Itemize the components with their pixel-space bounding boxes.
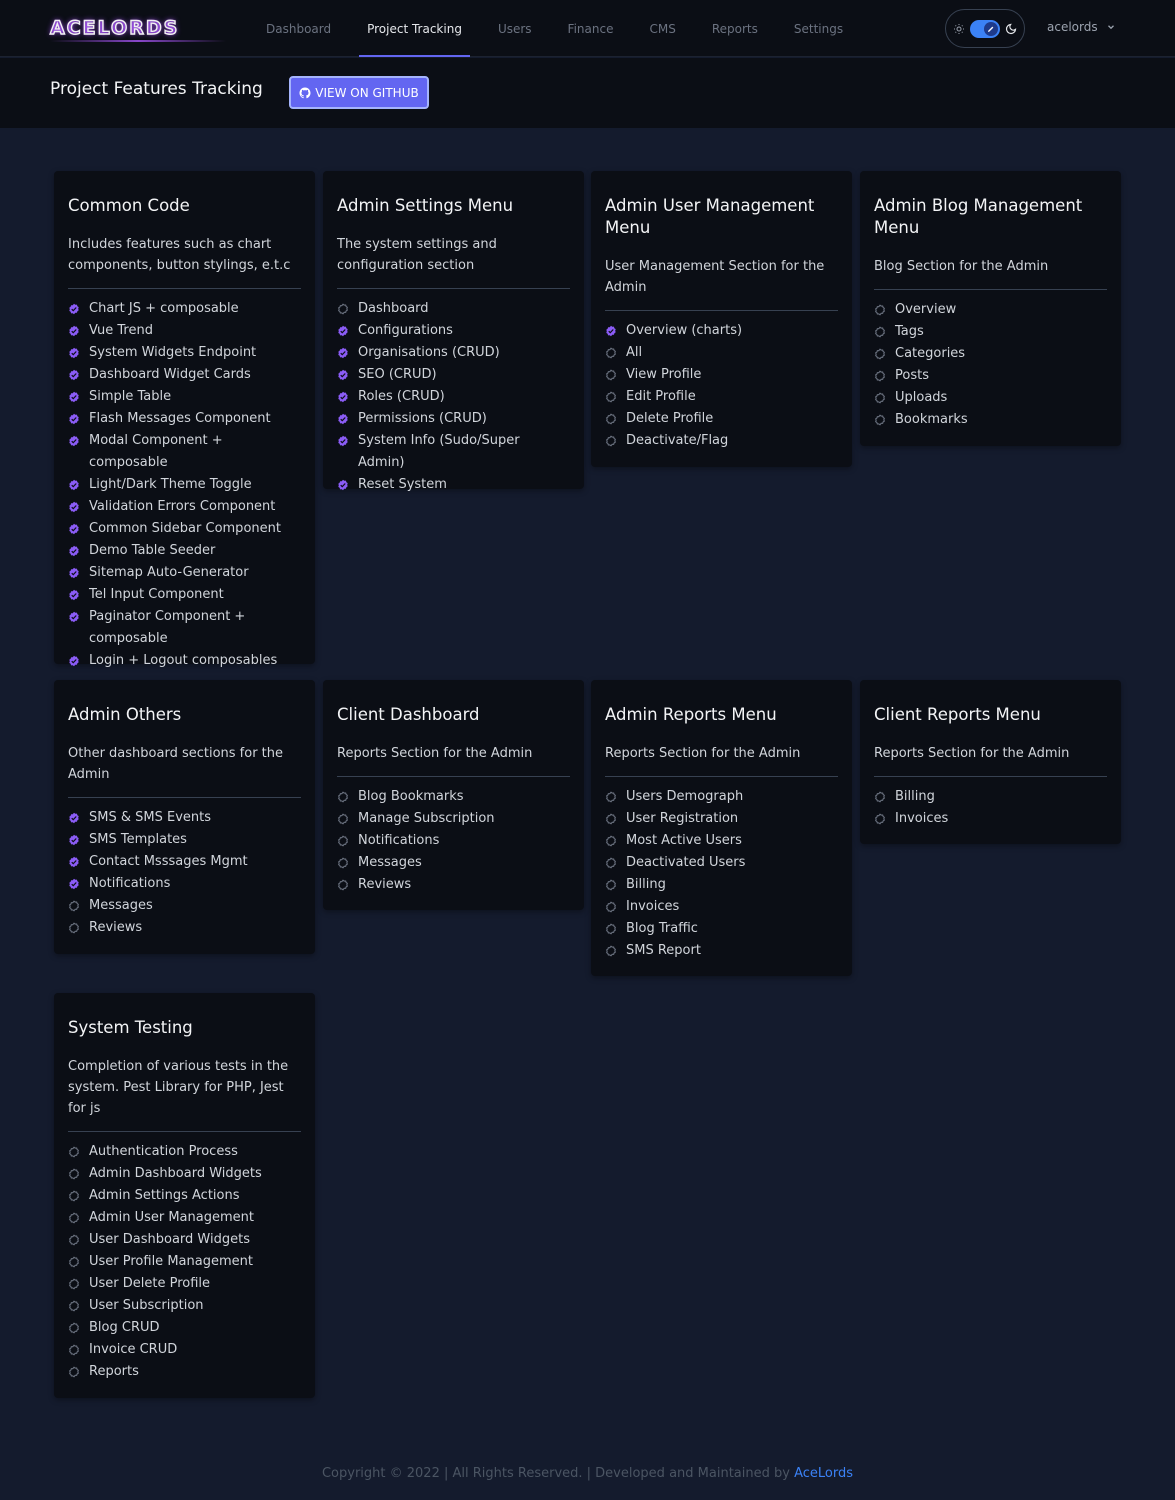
feature-label: Messages (358, 855, 422, 870)
feature-item (68, 650, 301, 672)
pending-circle-icon (68, 1295, 89, 1317)
feature-label: System Info (Sudo/Super Admin) (358, 433, 520, 470)
username: acelords (1047, 20, 1098, 34)
feature-item (337, 808, 570, 830)
feature-item (337, 852, 570, 874)
feature-label: User Registration (626, 811, 739, 826)
top-navbar (0, 0, 1175, 57)
feature-label: Common Sidebar Component (89, 521, 281, 536)
card-title: Admin Blog Management Menu (874, 196, 1083, 237)
card-description: Blog Section for the Admin (874, 256, 1107, 290)
feature-label: All (626, 345, 643, 360)
pending-circle-icon (874, 365, 895, 387)
pending-circle-icon (68, 1163, 89, 1185)
feature-item (337, 874, 570, 896)
card-title: Client Reports Menu (874, 705, 1041, 724)
feature-item (605, 386, 838, 408)
pending-circle-icon (605, 386, 626, 408)
pending-circle-icon (68, 1141, 89, 1163)
feature-label: Invoices (895, 811, 949, 826)
moon-icon (1005, 23, 1017, 35)
pending-circle-icon (605, 830, 626, 852)
theme-toggle[interactable] (945, 9, 1025, 48)
pending-circle-icon (68, 917, 89, 939)
feature-item (68, 1185, 301, 1207)
feature-label: Reset System (358, 477, 447, 492)
feature-label: Dashboard Widget Cards (89, 367, 251, 382)
check-badge-icon (68, 496, 89, 518)
feature-label: Users Demograph (626, 789, 744, 804)
page-title: Project Features Tracking (50, 79, 263, 99)
switch-knob (984, 22, 998, 36)
feature-item (605, 364, 838, 386)
check-badge-icon (337, 320, 358, 342)
card-title: Admin Reports Menu (605, 705, 777, 724)
feature-list (68, 298, 301, 672)
feature-item (605, 808, 838, 830)
pending-circle-icon (337, 808, 358, 830)
feature-label: User Profile Management (89, 1254, 253, 1269)
feature-label: Tags (895, 324, 924, 339)
card-admin-user-management (591, 171, 852, 467)
check-badge-icon (68, 386, 89, 408)
feature-item (68, 1317, 301, 1339)
feature-item (337, 786, 570, 808)
feature-item (605, 320, 838, 342)
nav-item-finance[interactable]: Finance (567, 21, 614, 36)
nav-item-reports[interactable]: Reports (711, 21, 758, 36)
feature-label: Demo Table Seeder (89, 543, 216, 558)
feature-label: User Dashboard Widgets (89, 1232, 250, 1247)
chevron-down-icon (1106, 22, 1116, 32)
feature-item (337, 364, 570, 386)
feature-label: Configurations (358, 323, 453, 338)
feature-label: Blog Bookmarks (358, 789, 464, 804)
feature-label: Overview (charts) (626, 323, 743, 338)
pending-circle-icon (605, 364, 626, 386)
pending-circle-icon (605, 852, 626, 874)
feature-item (605, 940, 838, 962)
github-icon (299, 87, 311, 99)
feature-label: Manage Subscription (358, 811, 495, 826)
pending-circle-icon (874, 786, 895, 808)
card-description: Reports Section for the Admin (337, 743, 570, 777)
feature-item (337, 474, 570, 496)
pending-circle-icon (337, 298, 358, 320)
feature-item (68, 917, 301, 939)
main-nav (248, 0, 861, 57)
feature-item (68, 430, 301, 474)
feature-label: Edit Profile (626, 389, 696, 404)
check-badge-icon (68, 518, 89, 540)
card-description: User Management Section for the Admin (605, 256, 838, 311)
feature-label: User Delete Profile (89, 1276, 211, 1291)
feature-label: Messages (89, 898, 153, 913)
pending-circle-icon (605, 940, 626, 962)
feature-label: Blog Traffic (626, 921, 698, 936)
logo-glow (50, 40, 226, 42)
acelords-link[interactable]: AceLords (794, 1466, 853, 1481)
feature-label: SMS Templates (89, 832, 187, 847)
check-badge-icon (337, 342, 358, 364)
card-admin-settings-menu (323, 171, 584, 492)
feature-label: Contact Msssages Mgmt (89, 854, 248, 869)
pending-circle-icon (68, 1273, 89, 1295)
sun-icon (953, 23, 965, 35)
feature-item (337, 320, 570, 342)
check-badge-icon (68, 298, 89, 320)
feature-list (337, 298, 570, 496)
nav-item-project-tracking[interactable]: Project Tracking (349, 0, 480, 57)
feature-label: SMS Report (626, 943, 701, 958)
feature-label: Organisations (CRUD) (358, 345, 500, 360)
feature-item (337, 430, 570, 474)
feature-item (874, 409, 1107, 431)
feature-item (605, 408, 838, 430)
feature-label: Categories (895, 346, 966, 361)
pending-circle-icon (605, 874, 626, 896)
check-badge-icon (337, 474, 358, 496)
feature-item (874, 299, 1107, 321)
card-description: Reports Section for the Admin (874, 743, 1107, 777)
feature-label: Posts (895, 368, 929, 383)
feature-item (337, 408, 570, 430)
feature-label: Sitemap Auto-Generator (89, 565, 249, 580)
feature-label: Bookmarks (895, 412, 968, 427)
feature-label: Permissions (CRUD) (358, 411, 487, 426)
check-badge-icon (68, 408, 89, 430)
feature-label: Chart JS + composable (89, 301, 239, 316)
feature-item (68, 540, 301, 562)
pending-circle-icon (874, 299, 895, 321)
feature-item (605, 896, 838, 918)
copyright-text: Copyright © 2022 | All Rights Reserved. | Developed and Maintained by (321, 1466, 790, 1481)
feature-label: Invoices (626, 899, 680, 914)
footer (0, 1466, 1175, 1481)
feature-label: Validation Errors Component (89, 499, 276, 514)
pending-circle-icon (874, 343, 895, 365)
feature-item (68, 1295, 301, 1317)
pending-circle-icon (874, 409, 895, 431)
feature-item (68, 606, 301, 650)
nav-item-dashboard[interactable]: Dashboard (266, 21, 332, 36)
feature-label: Admin Settings Actions (89, 1188, 240, 1203)
feature-label: Dashboard (358, 301, 429, 316)
card-description: The system settings and configuration section (337, 234, 570, 289)
feature-label: Flash Messages Component (89, 411, 271, 426)
feature-label: Simple Table (89, 389, 172, 404)
feature-list (337, 786, 570, 896)
check-badge-icon (68, 851, 89, 873)
feature-item (874, 343, 1107, 365)
check-badge-icon (605, 320, 626, 342)
pending-circle-icon (68, 1251, 89, 1273)
feature-label: Admin User Management (89, 1210, 254, 1225)
feature-label: Modal Component + composable (89, 433, 223, 470)
feature-label: Overview (895, 302, 957, 317)
pending-circle-icon (874, 321, 895, 343)
check-badge-icon (68, 584, 89, 606)
pending-circle-icon (337, 852, 358, 874)
check-badge-icon (337, 430, 358, 452)
feature-label: System Widgets Endpoint (89, 345, 257, 360)
feature-item (874, 321, 1107, 343)
feature-label: Reviews (358, 877, 412, 892)
feature-label: Most Active Users (626, 833, 742, 848)
card-admin-others (54, 680, 315, 954)
check-badge-icon (68, 540, 89, 562)
feature-label: Billing (895, 789, 935, 804)
check-badge-icon (337, 408, 358, 430)
feature-item (68, 320, 301, 342)
card-client-dashboard (323, 680, 584, 910)
card-title: System Testing (68, 1018, 193, 1037)
feature-list (605, 786, 838, 962)
feature-item (68, 298, 301, 320)
check-badge-icon (337, 364, 358, 386)
pending-circle-icon (337, 874, 358, 896)
check-badge-icon (68, 873, 89, 895)
feature-list (68, 1141, 301, 1383)
feature-label: Delete Profile (626, 411, 714, 426)
feature-item (68, 1361, 301, 1383)
pending-circle-icon (68, 1317, 89, 1339)
feature-item (68, 1141, 301, 1163)
feature-item (68, 829, 301, 851)
card-description: Reports Section for the Admin (605, 743, 838, 777)
pending-circle-icon (68, 1185, 89, 1207)
feature-item (337, 830, 570, 852)
feature-label: Notifications (89, 876, 171, 891)
feature-label: Vue Trend (89, 323, 153, 338)
page-header (0, 58, 1175, 128)
feature-item (874, 387, 1107, 409)
feature-item (605, 918, 838, 940)
pending-circle-icon (605, 430, 626, 452)
feature-item (874, 808, 1107, 830)
feature-label: Admin Dashboard Widgets (89, 1166, 262, 1181)
pending-circle-icon (68, 1361, 89, 1383)
pending-circle-icon (605, 808, 626, 830)
feature-item (68, 807, 301, 829)
feature-label: Tel Input Component (89, 587, 224, 602)
feature-item (68, 895, 301, 917)
feature-item (605, 830, 838, 852)
feature-label: Light/Dark Theme Toggle (89, 477, 252, 492)
check-badge-icon (68, 650, 89, 672)
pending-circle-icon (337, 786, 358, 808)
pending-circle-icon (605, 342, 626, 364)
feature-item (68, 1273, 301, 1295)
feature-item (605, 874, 838, 896)
feature-label: SMS & SMS Events (89, 810, 211, 825)
feature-item (68, 1163, 301, 1185)
github-button-label: VIEW ON GITHUB (315, 85, 419, 100)
feature-item (68, 518, 301, 540)
card-description: Other dashboard sections for the Admin (68, 743, 301, 798)
feature-item (605, 342, 838, 364)
feature-item (68, 496, 301, 518)
pending-circle-icon (68, 895, 89, 917)
check-badge-icon (68, 342, 89, 364)
check-badge-icon (68, 606, 89, 628)
feature-label: Reviews (89, 920, 143, 935)
card-client-reports-menu (860, 680, 1121, 844)
card-system-testing (54, 993, 315, 1398)
feature-label: Login + Logout composables (89, 653, 278, 668)
feature-item (68, 1229, 301, 1251)
check-badge-icon (68, 474, 89, 496)
feature-label: Roles (CRUD) (358, 389, 445, 404)
feature-item (68, 1339, 301, 1361)
feature-label: Reports (89, 1364, 139, 1379)
feature-item (68, 851, 301, 873)
card-title: Common Code (68, 196, 190, 215)
card-title: Admin Others (68, 705, 182, 724)
pending-circle-icon (605, 918, 626, 940)
feature-item (874, 365, 1107, 387)
pending-circle-icon (874, 387, 895, 409)
feature-label: Deactivated Users (626, 855, 746, 870)
feature-item (605, 786, 838, 808)
feature-list (68, 807, 301, 939)
nav-item-settings[interactable]: Settings (793, 21, 844, 36)
feature-item (68, 342, 301, 364)
pencil-icon (987, 25, 995, 33)
feature-item (337, 298, 570, 320)
feature-item (68, 562, 301, 584)
check-badge-icon (68, 430, 89, 452)
feature-item (68, 386, 301, 408)
pending-circle-icon (605, 786, 626, 808)
feature-item (68, 1251, 301, 1273)
feature-label: View Profile (626, 367, 702, 382)
feature-item (337, 386, 570, 408)
check-badge-icon (337, 386, 358, 408)
card-title: Admin User Management Menu (605, 196, 815, 237)
feature-label: Deactivate/Flag (626, 433, 729, 448)
check-badge-icon (68, 320, 89, 342)
feature-item (605, 430, 838, 452)
feature-item (68, 364, 301, 386)
check-badge-icon (68, 807, 89, 829)
feature-list (605, 320, 838, 452)
user-menu[interactable] (1047, 20, 1116, 34)
feature-label: Billing (626, 877, 666, 892)
card-title: Client Dashboard (337, 705, 480, 724)
brand-logo[interactable]: ACELORDS (50, 17, 180, 39)
check-badge-icon (68, 562, 89, 584)
feature-label: Invoice CRUD (89, 1342, 178, 1357)
check-badge-icon (68, 364, 89, 386)
feature-item (605, 852, 838, 874)
view-on-github-button[interactable] (289, 76, 429, 109)
card-admin-reports-menu (591, 680, 852, 976)
pending-circle-icon (68, 1207, 89, 1229)
feature-list (874, 299, 1107, 431)
nav-item-users[interactable]: Users (497, 21, 532, 36)
feature-label: Blog CRUD (89, 1320, 160, 1335)
pending-circle-icon (605, 408, 626, 430)
pending-circle-icon (874, 808, 895, 830)
feature-label: Uploads (895, 390, 948, 405)
check-badge-icon (68, 829, 89, 851)
card-admin-blog-management (860, 171, 1121, 446)
feature-item (874, 786, 1107, 808)
feature-item (68, 1207, 301, 1229)
feature-label: Notifications (358, 833, 440, 848)
card-title: Admin Settings Menu (337, 196, 514, 215)
feature-label: Paginator Component + composable (89, 609, 246, 646)
theme-switch[interactable] (970, 20, 1000, 38)
feature-item (68, 408, 301, 430)
feature-item (68, 873, 301, 895)
feature-item (68, 474, 301, 496)
pending-circle-icon (68, 1339, 89, 1361)
feature-label: SEO (CRUD) (358, 367, 437, 382)
card-common-code (54, 171, 315, 668)
pending-circle-icon (68, 1229, 89, 1251)
feature-label: Authentication Process (89, 1144, 238, 1159)
pending-circle-icon (605, 896, 626, 918)
feature-item (68, 584, 301, 606)
card-description: Completion of various tests in the system. Pest Library for PHP, Jest for js (68, 1056, 301, 1132)
nav-item-cms[interactable]: CMS (649, 21, 676, 36)
pending-circle-icon (337, 830, 358, 852)
feature-label: User Subscription (89, 1298, 204, 1313)
feature-item (337, 342, 570, 364)
feature-list (874, 786, 1107, 830)
card-description: Includes features such as chart components, button stylings, e.t.c (68, 234, 301, 289)
